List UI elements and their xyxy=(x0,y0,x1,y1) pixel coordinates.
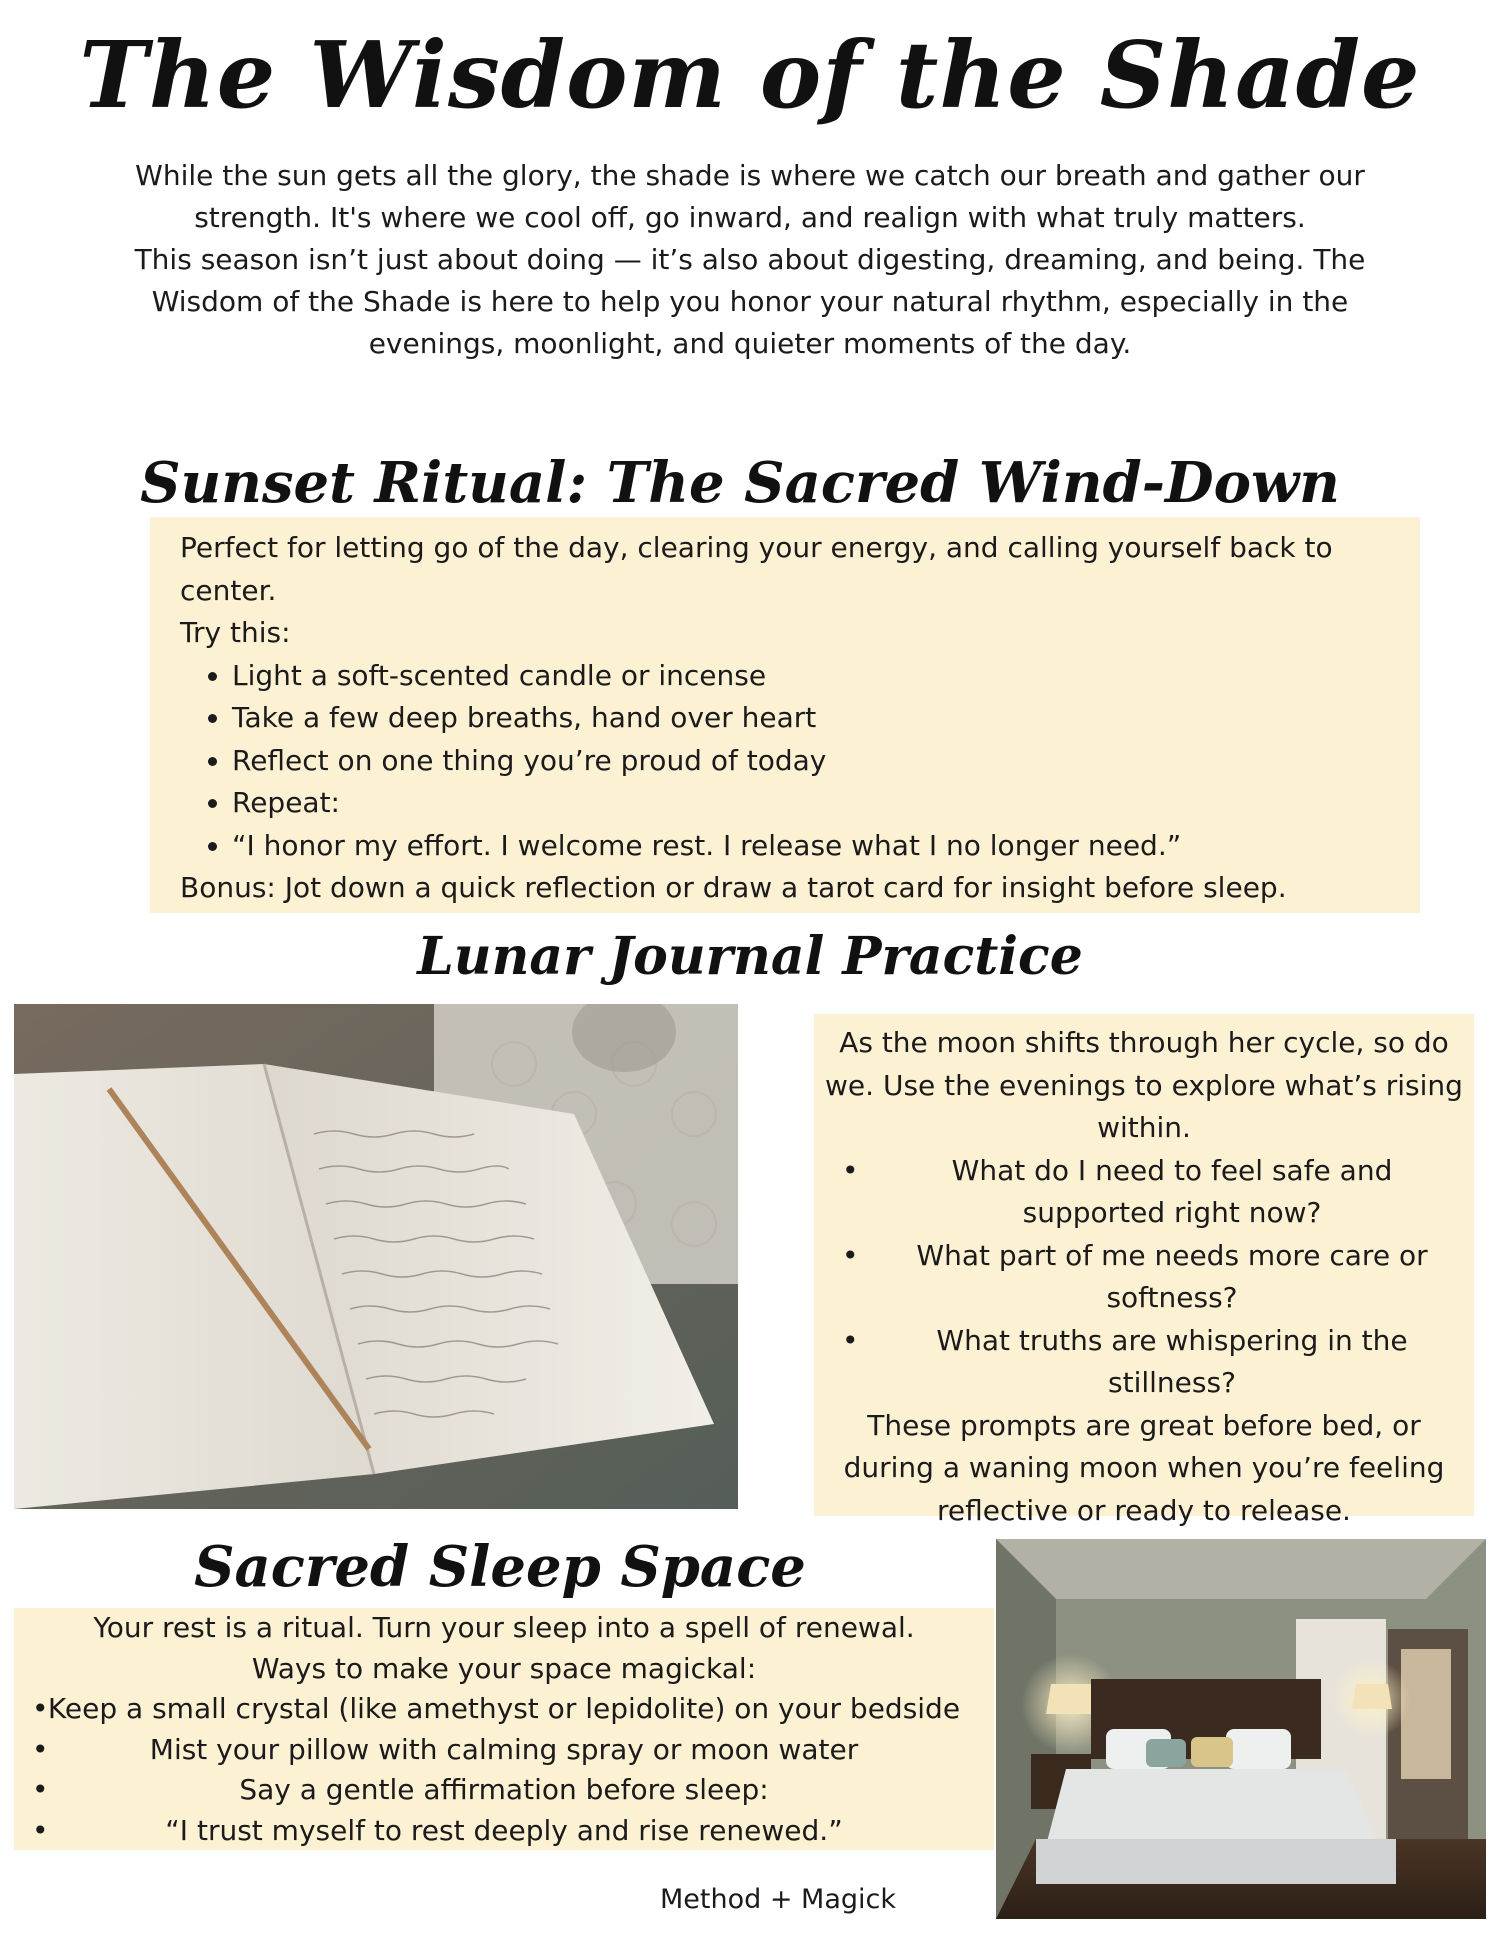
list-item: • “I honor my effort. I welcome rest. I release what I no longer need.” xyxy=(232,825,1400,868)
list-item xyxy=(14,1730,994,1771)
sunset-lead: Perfect for letting go of the day, clearing your energy, and calling yourself back to center. xyxy=(180,531,1333,607)
sunset-ritual-heading: Sunset Ritual: The Sacred Wind-Down xyxy=(140,450,1340,516)
sunset-ritual-content xyxy=(180,527,1400,910)
list-item: • Take a few deep breaths, hand over heart xyxy=(232,697,1400,740)
list-item xyxy=(14,1689,994,1730)
list-item-text: Keep a small crystal (like amethyst or lepidolite) on your bedside xyxy=(47,1692,961,1725)
list-item xyxy=(14,1811,994,1852)
bullet-icon: • xyxy=(32,1732,49,1766)
sunset-bonus: Bonus: Jot down a quick reflection or draw a tarot card for insight before sleep. xyxy=(180,871,1287,904)
sunset-steps-list xyxy=(180,655,1400,868)
sacred-sleep-panel xyxy=(14,1608,994,1850)
lunar-journal-content xyxy=(824,1022,1464,1532)
lunar-lead: As the moon shifts through her cycle, so do we. Use the evenings to explore what’s rising within. xyxy=(825,1026,1463,1144)
sleep-subhead: Ways to make your space magickal: xyxy=(251,1651,757,1685)
list-item xyxy=(824,1320,1464,1405)
list-item-text: “I trust myself to rest deeply and rise renewed.” xyxy=(165,1813,843,1847)
sleep-lead: Your rest is a ritual. Turn your sleep into a spell of renewal. xyxy=(93,1611,915,1644)
bullet-icon: • xyxy=(32,1773,49,1806)
list-item-text: Mist your pillow with calming spray or moon water xyxy=(149,1732,859,1766)
lunar-closing: These prompts are great before bed, or during a waning moon when you’re feeling reflective or ready to release. xyxy=(843,1408,1445,1527)
sacred-sleep-heading: Sacred Sleep Space xyxy=(194,1534,806,1600)
sacred-sleep-content xyxy=(14,1608,994,1851)
bullet-icon: • xyxy=(32,1692,49,1725)
list-item-text: What do I need to feel safe and supported right now? xyxy=(951,1153,1393,1229)
sunset-try-label: Try this: xyxy=(180,616,291,649)
list-item: • Light a soft-scented candle or incense xyxy=(232,655,1400,698)
list-item-text: What truths are whispering in the stillness? xyxy=(936,1323,1408,1399)
bullet-icon: • xyxy=(842,1323,859,1357)
intro-paragraph: While the sun gets all the glory, the shade is where we catch our breath and gather our strength. It's where we cool off, go inward, and realign with what truly matters. xyxy=(135,159,1365,234)
list-item-text: What part of me needs more care or softness? xyxy=(916,1238,1428,1314)
lunar-journal-heading: Lunar Journal Practice xyxy=(417,926,1083,987)
bullet-icon: • xyxy=(842,1153,859,1187)
list-item: • Repeat: xyxy=(232,782,1400,825)
sunset-ritual-panel xyxy=(150,517,1420,913)
bedroom-photo xyxy=(996,1539,1486,1919)
bullet-icon: • xyxy=(842,1238,859,1272)
bullet-icon: • xyxy=(32,1813,49,1847)
list-item xyxy=(824,1235,1464,1320)
list-item xyxy=(14,1770,994,1811)
footer-brand: Method + Magick xyxy=(660,1884,897,1915)
intro-paragraph: This season isn’t just about doing — it’s also about digesting, dreaming, and being. The Wisdom of the Shade is here to help you honor your natural rhythm, especially in the evenings, moonlight, and quieter moments of the day. xyxy=(134,243,1366,360)
lunar-journal-panel xyxy=(814,1014,1474,1527)
list-item-text: Say a gentle affirmation before sleep: xyxy=(239,1773,769,1806)
list-item: • Reflect on one thing you’re proud of today xyxy=(232,740,1400,783)
intro-text xyxy=(110,155,1390,365)
journal-photo xyxy=(14,1004,738,1509)
page-title: The Wisdom of the Shade xyxy=(79,21,1421,129)
list-item xyxy=(824,1150,1464,1235)
